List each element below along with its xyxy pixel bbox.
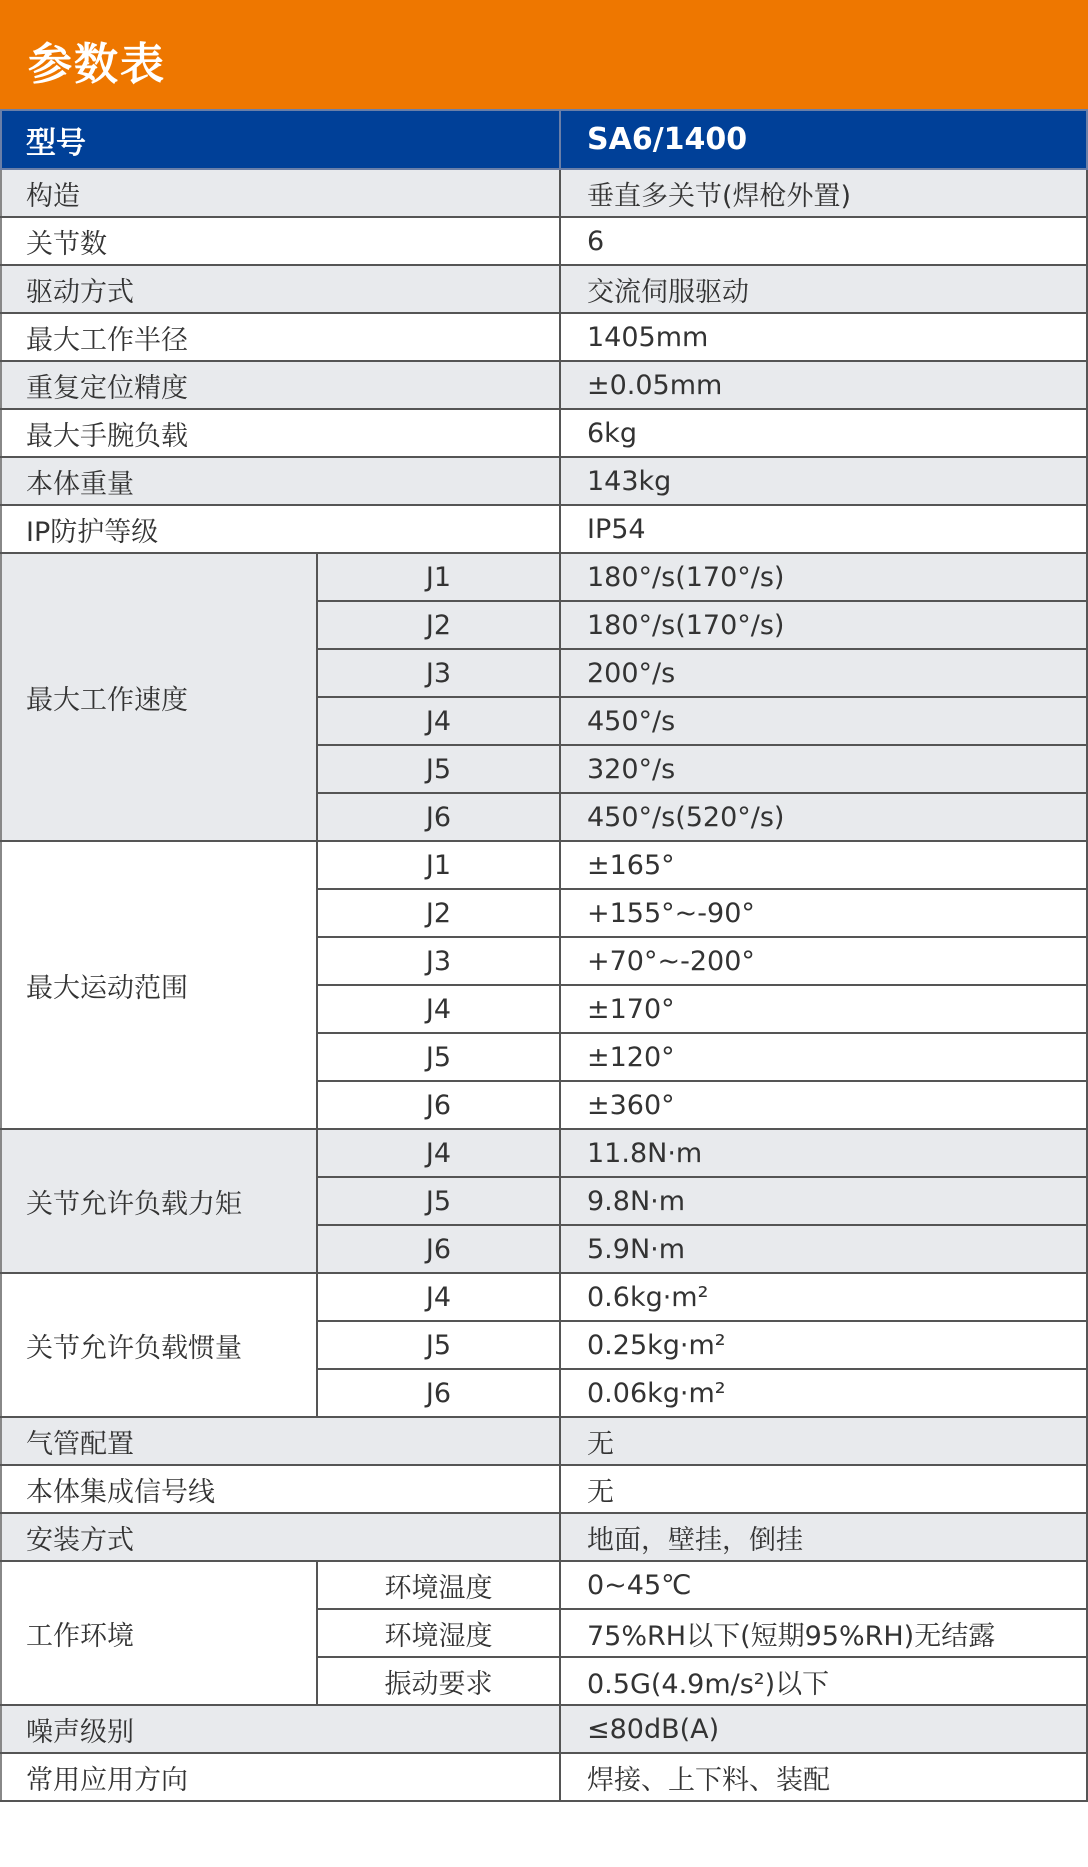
param-value: 200°/s [560,649,1087,697]
param-value: 6 [560,217,1087,265]
group-label: 关节允许负载力矩 [1,1129,317,1273]
group-label: 工作环境 [1,1561,317,1705]
model-label: 型号 [1,110,560,169]
sub-label: 环境温度 [317,1561,560,1609]
param-label: 最大工作半径 [1,313,560,361]
sub-label: J5 [317,745,560,793]
sub-label: J2 [317,889,560,937]
table-row [1,1273,1087,1321]
param-value: 0.6kg·m² [560,1273,1087,1321]
param-value: 6kg [560,409,1087,457]
param-value: +155°~-90° [560,889,1087,937]
param-label: 噪声级别 [1,1705,560,1753]
title-banner [0,0,1088,109]
param-value: 11.8N·m [560,1129,1087,1177]
param-label: 本体集成信号线 [1,1465,560,1513]
param-label: IP防护等级 [1,505,560,553]
param-value: 无 [560,1465,1087,1513]
param-value: IP54 [560,505,1087,553]
param-label: 气管配置 [1,1417,560,1465]
model-value: SA6/1400 [560,110,1087,169]
sub-label: J3 [317,937,560,985]
param-value: 地面，壁挂，倒挂 [560,1513,1087,1561]
param-value: 320°/s [560,745,1087,793]
param-value: 0.5G(4.9m/s²)以下 [560,1657,1087,1705]
param-label: 构造 [1,169,560,217]
param-label: 驱动方式 [1,265,560,313]
param-value: 交流伺服驱动 [560,265,1087,313]
table-row [1,169,1087,217]
param-value: 75%RH以下(短期95%RH)无结露 [560,1609,1087,1657]
param-value: 1405mm [560,313,1087,361]
table-row [1,457,1087,505]
sub-label: J4 [317,697,560,745]
sub-label: J6 [317,1225,560,1273]
spec-table [0,109,1088,1802]
sub-label: J4 [317,1129,560,1177]
table-row [1,553,1087,601]
param-value: 0.25kg·m² [560,1321,1087,1369]
sub-label: J1 [317,841,560,889]
sub-label: J2 [317,601,560,649]
sub-label: J6 [317,1369,560,1417]
sub-label: J4 [317,1273,560,1321]
table-row [1,217,1087,265]
param-value: 5.9N·m [560,1225,1087,1273]
param-label: 安装方式 [1,1513,560,1561]
table-row [1,841,1087,889]
param-value: 无 [560,1417,1087,1465]
param-value: 180°/s(170°/s) [560,601,1087,649]
page-title: 参数表 [28,39,166,90]
table-header-row [1,110,1087,169]
sub-label: J6 [317,1081,560,1129]
table-row [1,505,1087,553]
table-row [1,313,1087,361]
param-value: 9.8N·m [560,1177,1087,1225]
sub-label: 振动要求 [317,1657,560,1705]
sub-label: J4 [317,985,560,1033]
param-value: 180°/s(170°/s) [560,553,1087,601]
table-row [1,409,1087,457]
param-value: ±165° [560,841,1087,889]
param-value: ≤80dB(A) [560,1705,1087,1753]
table-row [1,361,1087,409]
param-value: 450°/s [560,697,1087,745]
sub-label: 环境湿度 [317,1609,560,1657]
param-value: +70°~-200° [560,937,1087,985]
sub-label: J5 [317,1033,560,1081]
table-row [1,1753,1087,1801]
param-value: ±360° [560,1081,1087,1129]
sub-label: J5 [317,1177,560,1225]
param-label: 本体重量 [1,457,560,505]
param-value: 0~45℃ [560,1561,1087,1609]
param-label: 重复定位精度 [1,361,560,409]
sub-label: J3 [317,649,560,697]
param-label: 常用应用方向 [1,1753,560,1801]
param-value: ±170° [560,985,1087,1033]
table-row [1,1561,1087,1609]
param-value: ±0.05mm [560,361,1087,409]
group-label: 最大工作速度 [1,553,317,841]
table-row [1,1465,1087,1513]
table-row [1,1513,1087,1561]
param-label: 关节数 [1,217,560,265]
group-label: 关节允许负载惯量 [1,1273,317,1417]
param-value: 450°/s(520°/s) [560,793,1087,841]
param-value: ±120° [560,1033,1087,1081]
table-row [1,1417,1087,1465]
table-row [1,265,1087,313]
sub-label: J6 [317,793,560,841]
group-label: 最大运动范围 [1,841,317,1129]
param-value: 焊接、上下料、装配 [560,1753,1087,1801]
sub-label: J5 [317,1321,560,1369]
table-row [1,1129,1087,1177]
table-row [1,1705,1087,1753]
param-value: 0.06kg·m² [560,1369,1087,1417]
sub-label: J1 [317,553,560,601]
param-value: 143kg [560,457,1087,505]
param-value: 垂直多关节(焊枪外置) [560,169,1087,217]
param-label: 最大手腕负载 [1,409,560,457]
